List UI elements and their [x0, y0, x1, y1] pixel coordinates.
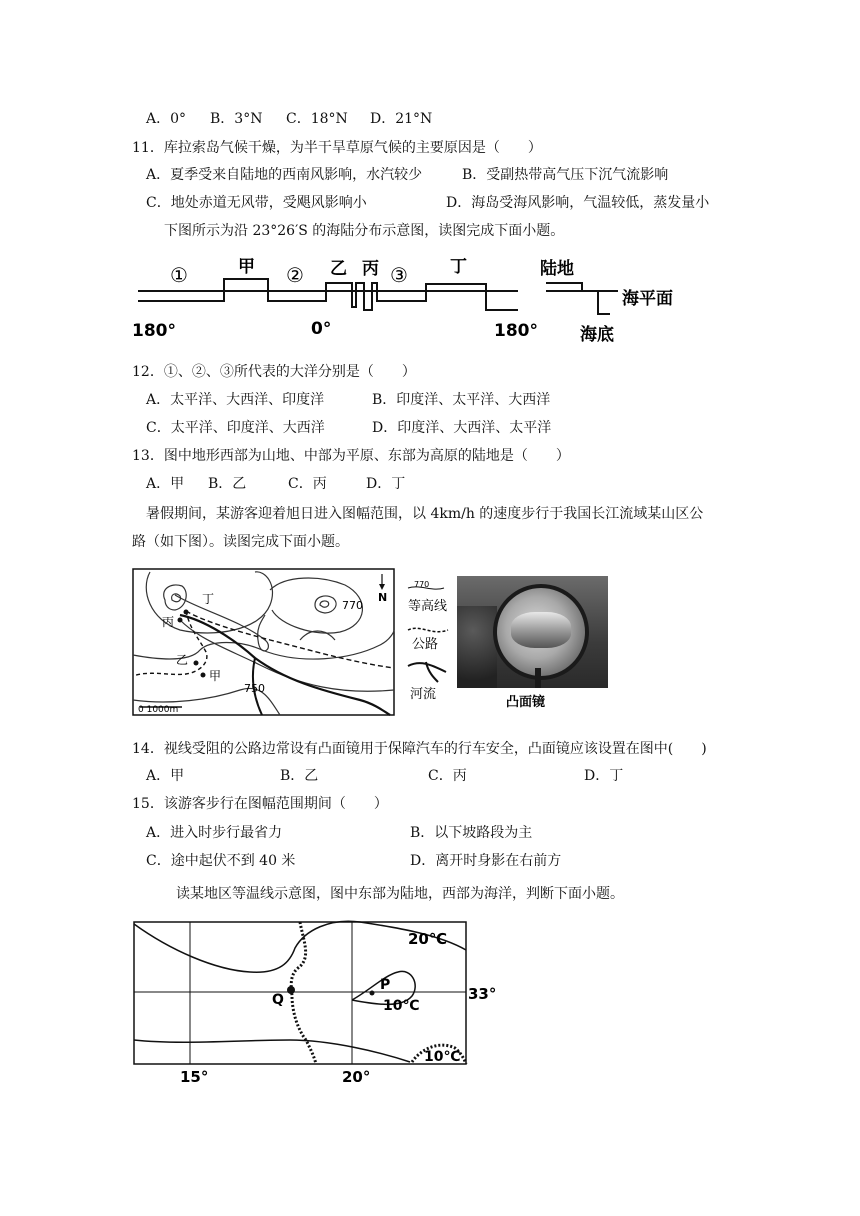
intro-figure2-line1: 暑假期间，某游客迎着旭日进入图幅范围，以 4km/h 的速度步行于我国长江流域某山区公 [146, 506, 704, 522]
q15-stem: 15．该游客步行在图幅范围期间（ ） [132, 796, 388, 812]
q13-option-d: D．丁 [366, 476, 406, 492]
q10-option-b: B．3°N [210, 111, 263, 127]
fig3-lon-20: 20° [342, 1068, 371, 1086]
fig2-photo-caption: 凸面镜 [506, 695, 546, 710]
fig1-label-bing: 丙 [362, 259, 379, 279]
q13-option-a: A．甲 [146, 476, 185, 492]
q11-option-b: B．受副热带高气压下沉气流影响 [462, 167, 669, 183]
q12-option-b: B．印度洋、太平洋、大西洋 [372, 392, 551, 408]
fig3-point-p: P [380, 977, 391, 993]
fig3-iso-10a: 10℃ [383, 998, 420, 1014]
fig3-iso-20: 20℃ [408, 930, 448, 948]
q10-option-c: C．18°N [286, 111, 348, 127]
fig2-legend-contour: 等高线 [408, 599, 448, 614]
fig2-scale: 0 1000m [138, 705, 179, 715]
fig2-point-ding: 丁 [202, 592, 215, 606]
fig2-point-bing: 丙 [162, 615, 175, 629]
fig2-contour-770: 770 [342, 599, 363, 612]
fig1-label-yi: 乙 [330, 259, 347, 279]
fig2-legend-770: 770 [414, 580, 430, 589]
fig2-point-jia: 甲 [209, 669, 222, 683]
q14-option-d: D．丁 [584, 768, 624, 784]
q14-option-c: C．丙 [428, 768, 467, 784]
fig2-north-icon: N [378, 591, 388, 604]
fig1-lon-right: 180° [494, 321, 538, 341]
q12-option-d: D．印度洋、大西洋、太平洋 [372, 420, 552, 436]
intro-figure1: 下图所示为沿 23°26′S 的海陆分布示意图，读图完成下面小题。 [164, 223, 565, 239]
fig3-point-q: Q [272, 992, 284, 1008]
q11-option-c: C．地处赤道无风带，受飓风影响小 [146, 195, 367, 211]
q15-option-a: A．进入时步行最省力 [146, 825, 283, 841]
q14-option-b: B．乙 [280, 768, 319, 784]
q15-option-c: C．途中起伏不到 40 米 [146, 853, 296, 869]
q11-option-a: A．夏季受来自陆地的西南风影响，水汽较少 [146, 167, 423, 183]
q10-option-a: A．0° [146, 111, 187, 127]
q13-option-c: C．丙 [288, 476, 327, 492]
q13-stem: 13．图中地形西部为山地、中部为平原、东部为高原的陆地是（ ） [132, 448, 570, 464]
fig3-iso-10b: 10℃ [424, 1049, 461, 1065]
fig1-lon-left: 180° [132, 321, 176, 341]
fig1-label-jia: 甲 [238, 257, 255, 277]
q15-option-b: B．以下坡路段为主 [410, 825, 533, 841]
fig1-label-ding: 丁 [450, 257, 467, 277]
q10-option-d: D．21°N [370, 111, 433, 127]
q15-option-d: D．离开时身影在右前方 [410, 853, 562, 869]
fig2-point-yi: 乙 [176, 653, 189, 667]
fig1-legend-sea-level: 海平面 [622, 289, 673, 309]
fig1-legend-land: 陆地 [540, 259, 574, 279]
fig3-lon-15: 15° [180, 1068, 209, 1086]
fig2-legend-road: 公路 [412, 637, 439, 652]
fig1-lon-mid: 0° [311, 319, 332, 339]
q12-stem: 12．①、②、③所代表的大洋分别是（ ） [132, 364, 416, 380]
intro-figure3: 读某地区等温线示意图，图中东部为陆地，西部为海洋，判断下面小题。 [176, 886, 624, 902]
fig1-label-ocean-1: ① [170, 263, 188, 287]
q14-stem: 14．视线受阻的公路边常设有凸面镜用于保障汽车的行车安全，凸面镜应该设置在图中( ) [132, 741, 707, 757]
fig1-label-ocean-2: ② [286, 263, 304, 287]
q12-option-a: A．太平洋、大西洋、印度洋 [146, 392, 325, 408]
fig1-legend-seabed: 海底 [580, 325, 614, 345]
q11-option-d: D．海岛受海风影响，气温较低，蒸发量小 [446, 195, 710, 211]
q14-option-a: A．甲 [146, 768, 185, 784]
intro-figure2-line2: 路（如下图）。读图完成下面小题。 [132, 534, 349, 550]
q11-stem: 11．库拉索岛气候干燥，为半干旱草原气候的主要原因是（ ） [132, 140, 542, 156]
fig1-label-ocean-3: ③ [390, 263, 408, 287]
fig2-legend-river: 河流 [410, 687, 437, 702]
fig3-lat-33: 33° [468, 985, 497, 1003]
q12-option-c: C．太平洋、印度洋、大西洋 [146, 420, 325, 436]
q13-option-b: B．乙 [208, 476, 247, 492]
fig2-contour-750: 750 [244, 682, 265, 695]
